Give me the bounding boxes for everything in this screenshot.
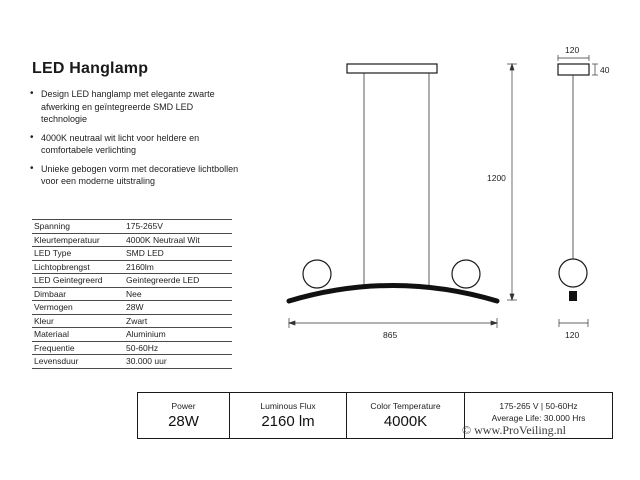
spec-value: SMD LED bbox=[124, 247, 232, 261]
spec-key: Frequentie bbox=[32, 341, 124, 355]
width-dimension bbox=[289, 318, 497, 328]
spec-key: Materiaal bbox=[32, 328, 124, 342]
spec-key: Spanning bbox=[32, 220, 124, 234]
spec-key: Kleur bbox=[32, 314, 124, 328]
feature-item: • 4000K neutraal wit licht voor heldere en comfortabele verlichting bbox=[30, 132, 240, 157]
temp-value: 4000K bbox=[383, 413, 428, 430]
average-life: Average Life: 30.000 Hrs bbox=[491, 413, 586, 423]
spec-key: Dimbaar bbox=[32, 287, 124, 301]
power-value: 28W bbox=[168, 413, 199, 430]
spec-value: 28W bbox=[124, 301, 232, 315]
flux-label: Luminous Flux bbox=[260, 401, 316, 411]
globe-bulb bbox=[452, 260, 480, 288]
canopy-height-label: 40 bbox=[600, 65, 610, 75]
spec-key: LED Type bbox=[32, 247, 124, 261]
spec-key: Kleurtemperatuur bbox=[32, 233, 124, 247]
canopy-height-dimension bbox=[592, 64, 598, 75]
canopy-width-dimension bbox=[558, 55, 589, 61]
spec-key: Vermogen bbox=[32, 301, 124, 315]
side-canopy bbox=[558, 64, 589, 75]
power-label: Power bbox=[171, 401, 196, 411]
power-cell bbox=[138, 393, 230, 438]
spec-value: 175-265V bbox=[124, 220, 232, 234]
side-bar-profile bbox=[569, 291, 577, 301]
side-globe-bulb bbox=[559, 259, 587, 287]
spec-value: Nee bbox=[124, 287, 232, 301]
spec-value: Zwart bbox=[124, 314, 232, 328]
side-width-dimension bbox=[559, 319, 588, 327]
side-width-label: 120 bbox=[565, 330, 580, 340]
flux-cell bbox=[230, 393, 347, 438]
spec-value: 2160lm bbox=[124, 260, 232, 274]
spec-key: Levensduur bbox=[32, 355, 124, 369]
spec-value: 4000K Neutraal Wit bbox=[124, 233, 232, 247]
spec-value: 50-60Hz bbox=[124, 341, 232, 355]
temp-cell bbox=[347, 393, 465, 438]
voltage-frequency: 175-265 V | 50-60Hz bbox=[499, 401, 578, 411]
feature-item: • Unieke gebogen vorm met decoratieve lichtbollen voor een moderne uitstraling bbox=[30, 163, 240, 188]
spec-key: LED Geintegreerd bbox=[32, 274, 124, 288]
canopy bbox=[347, 64, 437, 73]
feature-item: • Design LED hanglamp met elegante zwarte afwerking en geïntegreerde SMD LED technologie bbox=[30, 88, 240, 126]
spec-value: Aluminium bbox=[124, 328, 232, 342]
flux-value: 2160 lm bbox=[261, 413, 315, 430]
spec-value: Geintegreerde LED bbox=[124, 274, 232, 288]
canopy-width-label: 120 bbox=[565, 45, 580, 55]
watermark: © www.ProVeiling.nl bbox=[462, 423, 567, 437]
product-title: LED Hanglamp bbox=[32, 60, 149, 77]
width-label: 865 bbox=[383, 330, 398, 340]
spec-value: 30.000 uur bbox=[124, 355, 232, 369]
height-label: 1200 bbox=[487, 173, 506, 183]
spec-key: Lichtopbrengst bbox=[32, 260, 124, 274]
temp-label: Color Temperature bbox=[370, 401, 441, 411]
globe-bulb bbox=[303, 260, 331, 288]
